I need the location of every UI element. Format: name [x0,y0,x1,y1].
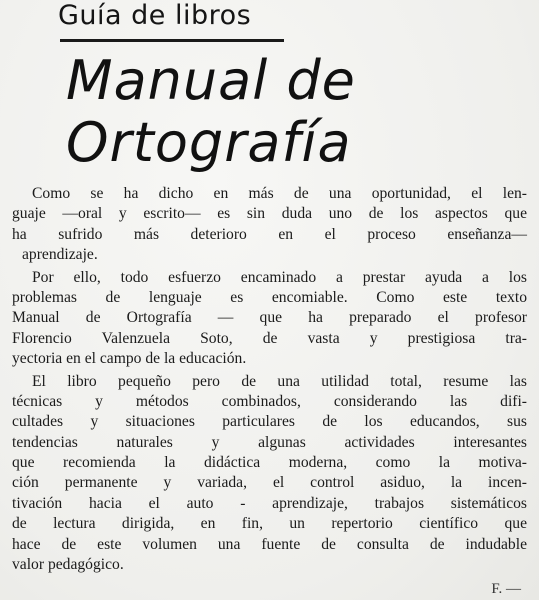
text-line: Florencio Valenzuela Soto, de vasta y prestigiosa tra- [12,329,527,347]
section-label: Guía de libros [58,0,252,31]
text-line: tivación hacia el auto - aprendizaje, trabajos sistemáticos [12,494,527,512]
paragraph-1 [12,184,527,266]
text-line: guaje —oral y escrito— es sin duda uno de los aspectos que [12,205,527,223]
text-line: cultades y situaciones particulares de los educandos, sus [12,413,527,431]
text-line: ha sufrido más deterioro en el proceso enseñanza— [12,225,527,243]
author-signature: F. — [491,581,521,597]
text-line: El libro pequeño pero de una utilidad total, resume las [32,372,527,390]
headline-line-1: Manual de [66,49,356,112]
section-underline [60,39,284,42]
article-headline [66,50,356,174]
text-line: Como se ha dicho en más de una oportunidad, el len- [32,185,527,202]
article-body [12,184,527,577]
text-line: problemas de lenguaje es encomiable. Como este texto [12,288,527,306]
text-line: Por ello, todo esfuerzo encaminado a prestar ayuda a los [32,268,527,286]
text-line: Manual de Ortografía — que ha preparado el profesor [12,309,527,327]
text-line: que recomienda la didáctica moderna, como la motiva- [12,454,527,472]
text-line: tendencias naturales y algunas actividades interesantes [12,433,527,451]
headline-line-2: Ortografía [66,111,352,174]
text-line: ción permanente y variada, el control asiduo, la incen- [12,474,527,492]
text-line: hace de este volumen una fuente de consulta de indudable [12,535,527,553]
paragraph-3 [12,372,527,576]
text-line: yectoria en el campo de la educación. [12,350,247,368]
text-line: de lectura dirigida, en fin, un repertorio científico que [12,515,527,533]
paragraph-2 [12,268,527,370]
text-line: técnicas y métodos combinados, considerando las difi- [12,392,527,410]
text-line: valor pedagógico. [12,556,124,574]
text-line: aprendizaje. [22,246,98,264]
